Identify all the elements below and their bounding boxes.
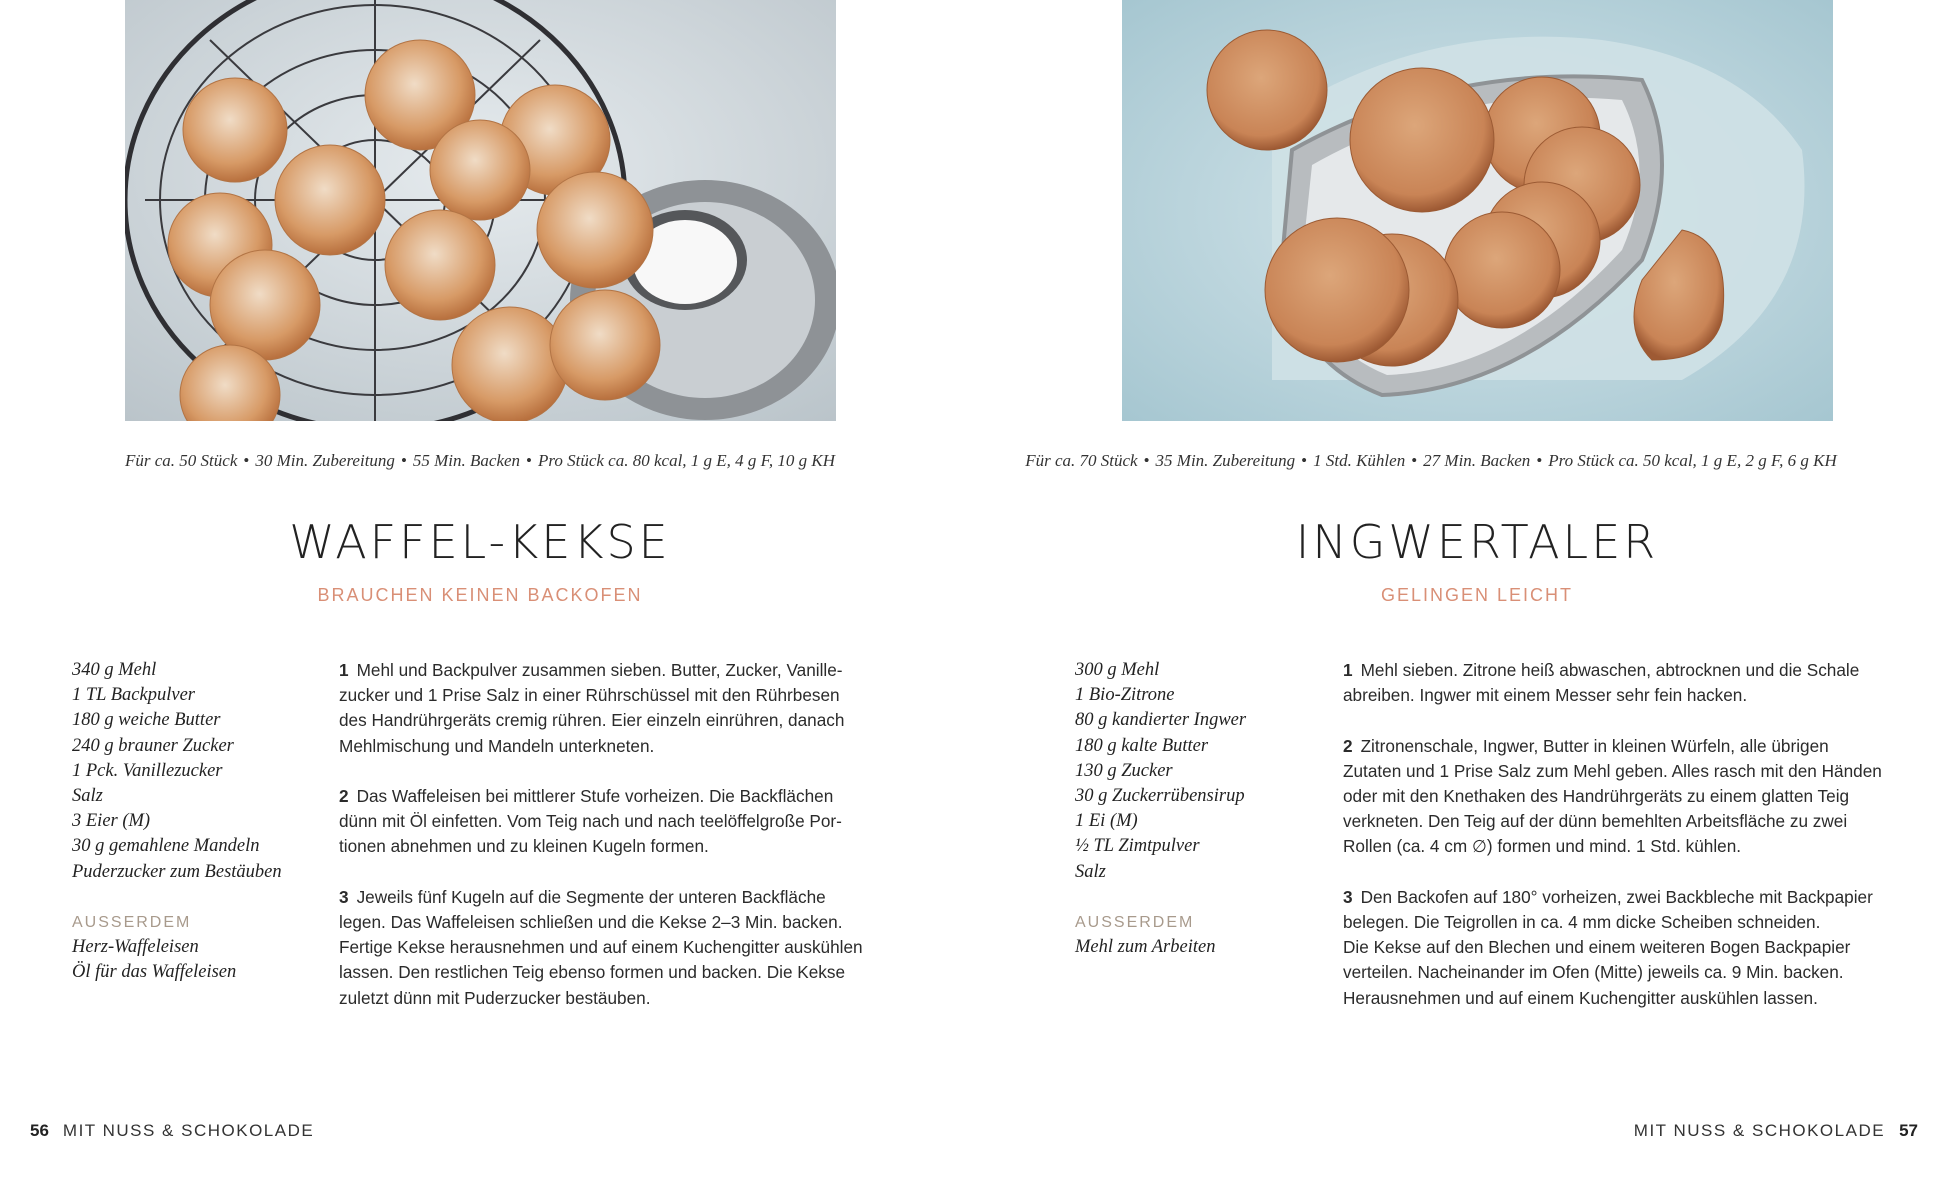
- ingredient-item: 130 g Zucker: [1075, 760, 1173, 781]
- extra-ingredient-item: Mehl zum Arbeiten: [1075, 937, 1216, 958]
- page-number: 56: [30, 1121, 49, 1140]
- recipe-subtitle: BRAUCHEN KEINEN BACKOFEN: [317, 585, 643, 605]
- instruction-steps: [339, 658, 889, 1036]
- instruction-step: [1343, 885, 1913, 1011]
- recipe-meta: [931, 451, 1931, 471]
- ingredient-item: 180 g kalte Butter: [1075, 735, 1209, 756]
- meta-separator: •: [243, 451, 250, 470]
- extra-ingredients-heading: AUSSERDEM: [72, 913, 192, 931]
- step-text: Mehl sieben. Zitrone heiß abwaschen, abtrocknen und die Schale abreiben. Ingwer mit einem Messer sehr fein hacken.: [1343, 660, 1860, 706]
- ingredient-item: Salz: [72, 786, 103, 807]
- recipe-subtitle: GELINGEN LEICHT: [1380, 585, 1574, 605]
- meta-separator: •: [1301, 451, 1308, 470]
- step-text: Mehl und Backpulver zusammen sieben. Butter, Zucker, Vanille- zucker und 1 Prise Salz in einer Rührschüssel mit den Rührbesen des Handrührgeräts cremig rühren. Eier einzeln einrühren, danach Mehlmischung und Mandeln unterkneten.: [339, 660, 845, 756]
- ingredient-item: Puderzucker zum Bestäuben: [72, 861, 282, 882]
- step-text: Den Backofen auf 180° vorheizen, zwei Backbleche mit Backpapier belegen. Die Teigrollen in ca. 4 mm dicke Scheiben schneiden. Die Kekse auf den Blechen und einem weiteren Bogen Backpapier verteilen. Nacheinander im Ofen (Mitte) jeweils ca. 9 Min. backen. Herausnehmen und auf einem Kuchengitter auskühlen lassen.: [1343, 886, 1873, 1008]
- step-number: 1: [1343, 660, 1353, 680]
- ingredient-item: 1 Pck. Vanillezucker: [72, 760, 223, 781]
- page-footer: [1634, 1121, 1918, 1141]
- ingredient-item: ½ TL Zimtpulver: [1075, 836, 1200, 857]
- ginger-cookies-photo: [1122, 0, 1833, 421]
- meta-nutrition: Pro Stück ca. 80 kcal, 1 g E, 4 g F, 10 g KH: [538, 451, 835, 470]
- ingredient-item: Salz: [1075, 861, 1106, 882]
- meta-separator: •: [526, 451, 532, 470]
- extra-ingredient-item: Herz-Waffeleisen: [72, 937, 199, 958]
- step-number: 3: [1343, 886, 1353, 907]
- step-number: 1: [339, 660, 349, 680]
- right-page: [974, 0, 1948, 1181]
- meta-bake-time: 27 Min. Backen: [1423, 451, 1531, 470]
- page-footer: [30, 1121, 314, 1141]
- ingredient-item: 30 g gemahlene Mandeln: [72, 836, 260, 857]
- meta-yield: Für ca. 50 Stück: [125, 451, 238, 470]
- step-text: Zitronenschale, Ingwer, Butter in kleinen Würfeln, alle übrigen Zutaten und 1 Prise Salz zum Mehl geben. Alles rasch mit den Händen oder mit den Knethaken des Handrührgeräts zu einem glatten Teig verkneten. Den Teig auf der dünn bemehlten Arbeitsfläche zu zwei Rollen (ca. 4 cm ∅) formen und mind. 1 Std. kühlen.: [1343, 735, 1882, 857]
- extra-ingredients-heading: AUSSERDEM: [1075, 913, 1195, 931]
- meta-separator: •: [1536, 451, 1543, 470]
- ingredient-item: 1 TL Backpulver: [72, 685, 195, 706]
- ingredient-item: 180 g weiche Butter: [72, 710, 221, 731]
- page-number: 57: [1899, 1121, 1918, 1140]
- meta-prep-time: 30 Min. Zubereitung: [255, 451, 395, 470]
- waffle-cookies-photo: [125, 0, 836, 421]
- step-text: Das Waffeleisen bei mittlerer Stufe vorheizen. Die Backflächen dünn mit Öl einfetten. Vom Teig nach und nach teelöffelgroße Por- tionen abnehmen und zu kleinen Kugeln formen.: [339, 786, 842, 857]
- recipe-meta: [120, 451, 840, 471]
- section-name: MIT NUSS & SCHOKOLADE: [62, 1121, 315, 1140]
- instruction-step: [339, 885, 889, 1011]
- step-text: Jeweils fünf Kugeln auf die Segmente der unteren Backfläche legen. Das Waffeleisen schließen und die Kekse 2–3 Min. backen. Fertige Kekse herausnehmen und auf einem Kuchengitter auskühlen lassen. Den restlichen Teig ebenso formen und backen. Die Kekse zuletzt dünn mit Puderzucker bestäuben.: [339, 886, 863, 1008]
- ingredient-item: 1 Bio-Zitrone: [1075, 685, 1175, 706]
- step-number: 2: [1343, 735, 1353, 756]
- ingredient-item: 3 Eier (M): [72, 811, 151, 832]
- meta-separator: •: [400, 451, 407, 470]
- instruction-step: [1343, 734, 1913, 860]
- step-number: 3: [339, 886, 349, 907]
- instruction-step: [339, 658, 889, 759]
- recipe-title: INGWERTALER: [1295, 515, 1659, 569]
- ingredient-list: [1075, 658, 1315, 960]
- meta-separator: •: [1143, 451, 1150, 470]
- instruction-step: [339, 784, 889, 860]
- instruction-steps: [1343, 658, 1913, 1036]
- recipe-title: WAFFEL-KEKSE: [289, 515, 671, 569]
- meta-chill-time: 1 Std. Kühlen: [1313, 451, 1406, 470]
- meta-yield: Für ca. 70 Stück: [1025, 451, 1138, 470]
- ingredient-item: 240 g brauner Zucker: [72, 735, 234, 756]
- ingredient-item: 300 g Mehl: [1075, 660, 1160, 680]
- ingredient-list: [72, 658, 312, 985]
- ingredient-item: 80 g kandierter Ingwer: [1075, 710, 1247, 731]
- instruction-step: [1343, 658, 1913, 708]
- meta-bake-time: 55 Min. Backen: [412, 451, 521, 470]
- ingredient-item: 1 Ei (M): [1075, 811, 1138, 832]
- section-name: MIT NUSS & SCHOKOLADE: [1633, 1121, 1886, 1140]
- ingredient-item: 30 g Zuckerrübensirup: [1075, 786, 1245, 807]
- ingredient-item: 340 g Mehl: [72, 660, 157, 680]
- meta-separator: •: [1411, 451, 1418, 470]
- step-number: 2: [339, 786, 349, 806]
- meta-prep-time: 35 Min. Zubereitung: [1155, 451, 1296, 470]
- extra-ingredient-item: Öl für das Waffeleisen: [72, 962, 237, 983]
- meta-nutrition: Pro Stück ca. 50 kcal, 1 g E, 2 g F, 6 g KH: [1548, 451, 1837, 470]
